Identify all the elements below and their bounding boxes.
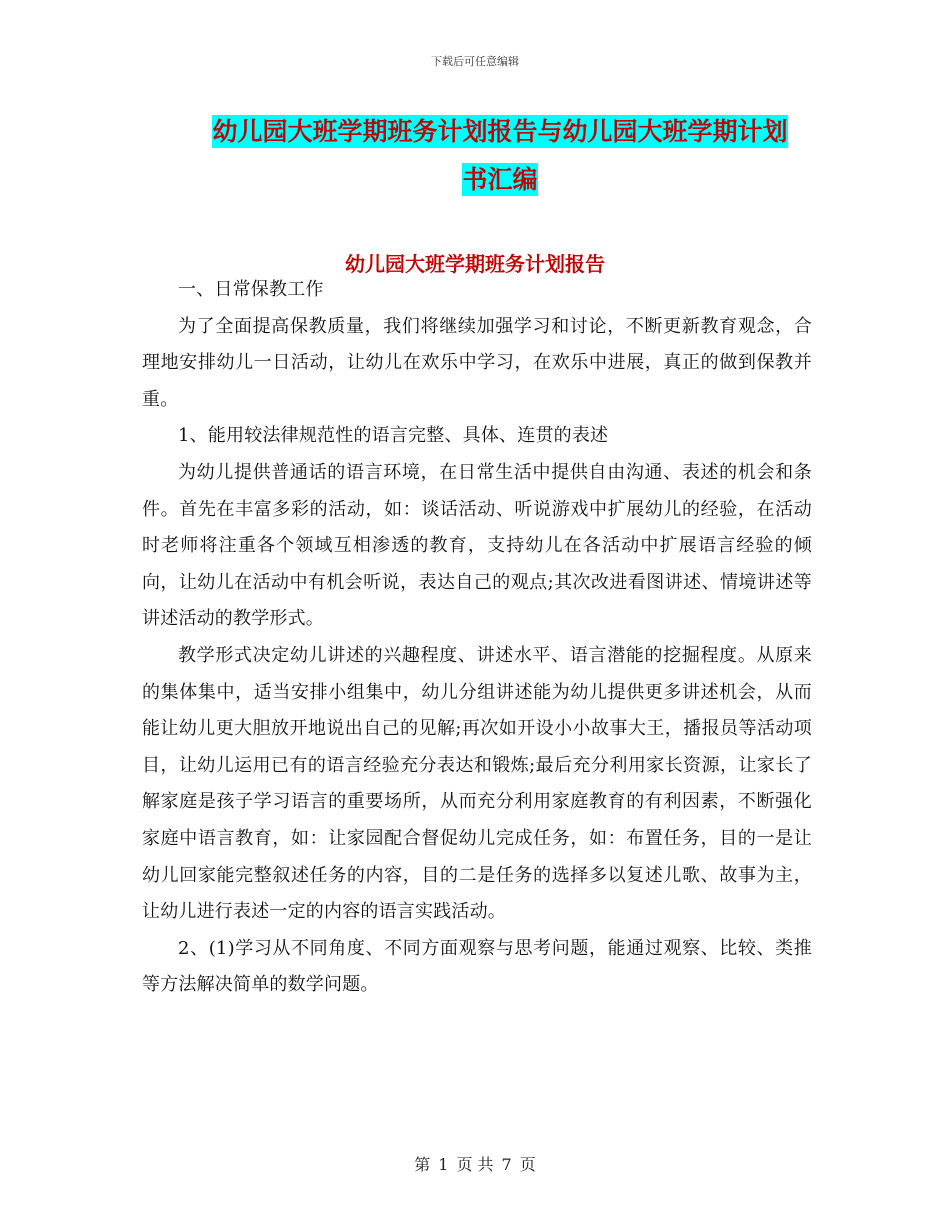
document-title-line-2: 书汇编 [462,165,538,194]
subheading-math: 2、(1)学习从不同角度、不同方面观察与思考问题，能通过观察、比较、类推等方法解决简单的数学问题。 [142,937,812,996]
section-title: 幼儿园大班学期班务计划报告 [345,252,605,276]
footer-mid: 页 共 [456,1155,494,1174]
footer-suffix: 页 [519,1155,536,1174]
footer-total-pages: 7 [501,1155,512,1174]
paragraph: 为幼儿提供普通话的语言环境，在日常生活中提供自由沟通、表述的机会和条件。首先在丰富多彩的活动，如：谈话活动、听说游戏中扩展幼儿的经验，在活动时老师将注重各个领域互相渗透的教育，支持幼儿在各活动中扩展语言经验的倾向，让幼儿在活动中有机会听说，表达自己的观点;其次改进看图讲述、情境讲述等讲述活动的教学形式。 [142,461,812,630]
header-note: 下载后可任意编辑 [431,55,519,68]
footer-prefix: 第 [414,1155,431,1174]
heading-daily-care: 一、日常保教工作 [178,279,324,300]
document-title [150,108,850,204]
paragraph: 为了全面提高保教质量，我们将继续加强学习和讨论，不断更新教育观念，合理地安排幼儿一日活动，让幼儿在欢乐中学习，在欢乐中进展，真正的做到保教并重。 [142,315,812,410]
paragraph: 教学形式决定幼儿讲述的兴趣程度、讲述水平、语言潜能的挖掘程度。从原来的集体集中，适当安排小组集中，幼儿分组讲述能为幼儿提供更多讲述机会，从而能让幼儿更大胆放开地说出自己的见解;再次如开设小小故事大王，播报员等活动项目，让幼儿运用已有的语言经验充分表达和锻炼;最后充分利用家长资源，让家长了解家庭是孩子学习语言的重要场所，从而充分利用家庭教育的有利因素，不断强化家庭中语言教育，如：让家园配合督促幼儿完成任务，如：布置任务，目的一是让幼儿回家能完整叙述任务的内容，目的二是任务的选择多以复述儿歌、故事为主，让幼儿进行表述一定的内容的语言实践活动。 [142,644,812,923]
page-footer [0,1152,950,1175]
footer-page-number: 1 [438,1155,449,1174]
subheading-language: 1、能用较法律规范性的语言完整、具体、连贯的表述 [178,425,609,447]
document-title-line-1: 幼儿园大班学期班务计划报告与幼儿园大班学期计划 [212,117,788,146]
document-body [142,272,812,1004]
